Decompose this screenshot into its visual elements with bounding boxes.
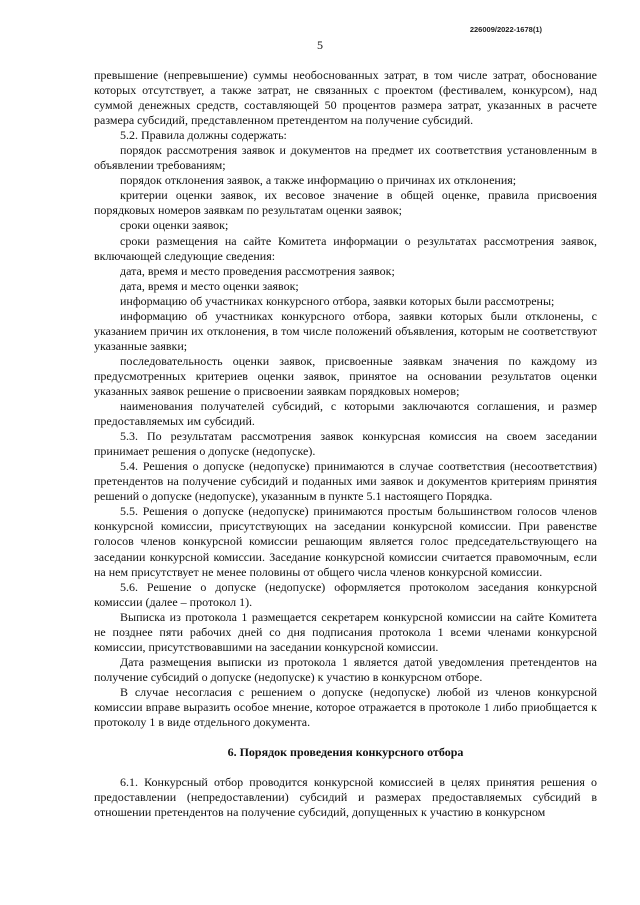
paragraph: информацию об участниках конкурсного отбора, заявки которых были рассмотрены; xyxy=(120,293,555,308)
paragraph: последовательность оценки заявок, присвоенные заявкам значения по каждому из предусмотренных критериев оценки заявок, принятое на основании результатов оценки указанных заявок решение о присвоении заявкам порядковых номеров; xyxy=(94,353,597,398)
document-number: 226009/2022-1678(1) xyxy=(469,25,542,34)
paragraph: Дата размещения выписки из протокола 1 является датой уведомления претендентов на получение субсидий о допуске (недопуске) к участию в конкурсном отборе. xyxy=(94,654,597,684)
paragraph: сроки размещения на сайте Комитета информации о результатах рассмотрения заявок, включающей следующие сведения: xyxy=(94,233,597,263)
paragraph: дата, время и место оценки заявок; xyxy=(120,278,299,293)
paragraph: 5.4. Решения о допуске (недопуске) принимаются в случае соответствия (несоответствия) претендентов на получение субсидий и поданных ими заявок и документов критериям принятия решений о допуске (недопуске), указанным в пункте 5.1 настоящего Порядка. xyxy=(94,459,597,504)
paragraph: порядок отклонения заявок, а также информацию о причинах их отклонения; xyxy=(120,173,517,188)
paragraph: Выписка из протокола 1 размещается секретарем конкурсной комиссии на сайте Комитета не позднее пяти рабочих дней со дня подписания протокола 1 всеми членами конкурсной комиссии, присутствовавшими на заседании конкурсной комиссии. xyxy=(94,609,597,654)
section-heading: 6. Порядок проведения конкурсного отбора xyxy=(227,745,464,760)
paragraph: 5.6. Решение о допуске (недопуске) оформляется протоколом заседания конкурсной комиссии (далее – протокол 1). xyxy=(94,579,597,609)
paragraph: критерии оценки заявок, их весовое значение в общей оценке, правила присвоения порядковых номеров заявкам по результатам оценки заявок; xyxy=(94,188,597,218)
paragraph: 5.5. Решения о допуске (недопуске) принимаются простым большинством голосов членов конкурсной комиссии, присутствующих на заседании конкурсной комиссии. При равенстве голосов членов конкурсной комиссии решающим является голос председательствующего на заседании конкурсной комиссии. Заседание конкурсной комиссии считается правомочным, если на нем присутствует не менее половины от общего числа членов конкурсной комиссии. xyxy=(94,504,597,579)
paragraph: сроки оценки заявок; xyxy=(120,218,229,233)
paragraph: 6.1. Конкурсный отбор проводится конкурсной комиссией в целях принятия решения о предоставлении (непредоставлении) субсидий и размерах предоставляемых субсидий в отношении претендентов на получение субсидий, допущенных к участию в конкурсном xyxy=(94,775,597,820)
document-body xyxy=(94,68,597,820)
paragraph: 5.2. Правила должны содержать: xyxy=(120,128,287,143)
paragraph: превышение (непревышение) суммы необоснованных затрат, в том числе затрат, обоснование которых отсутствует, а также затрат, не связанных с проектом (фестивалем, конкурсом), над суммой денежных средств, составляющей 50 процентов размера затрат, указанных в расчете размера субсидий, представленном претендентом на получение субсидий. xyxy=(94,68,597,128)
paragraph: наименования получателей субсидий, с которыми заключаются соглашения, и размер предоставляемых им субсидий. xyxy=(94,399,597,429)
paragraph: 5.3. По результатам рассмотрения заявок конкурсная комиссия на своем заседании принимает решения о допуске (недопуске). xyxy=(94,429,597,459)
paragraph: В случае несогласия с решением о допуске (недопуске) любой из членов конкурсной комиссии вправе выразить особое мнение, которое отражается в протоколе 1 либо приобщается к протоколу 1 в виде отдельного документа. xyxy=(94,684,597,730)
paragraph: дата, время и место проведения рассмотрения заявок; xyxy=(120,263,395,278)
paragraph: порядок рассмотрения заявок и документов на предмет их соответствия установленным в объявлении требованиям; xyxy=(94,143,597,173)
paragraph: информацию об участниках конкурсного отбора, заявки которых были отклонены, с указанием причин их отклонения, в том числе положений объявления, которым не соответствуют указанные заявки; xyxy=(94,308,597,353)
page-number: 5 xyxy=(317,38,323,52)
